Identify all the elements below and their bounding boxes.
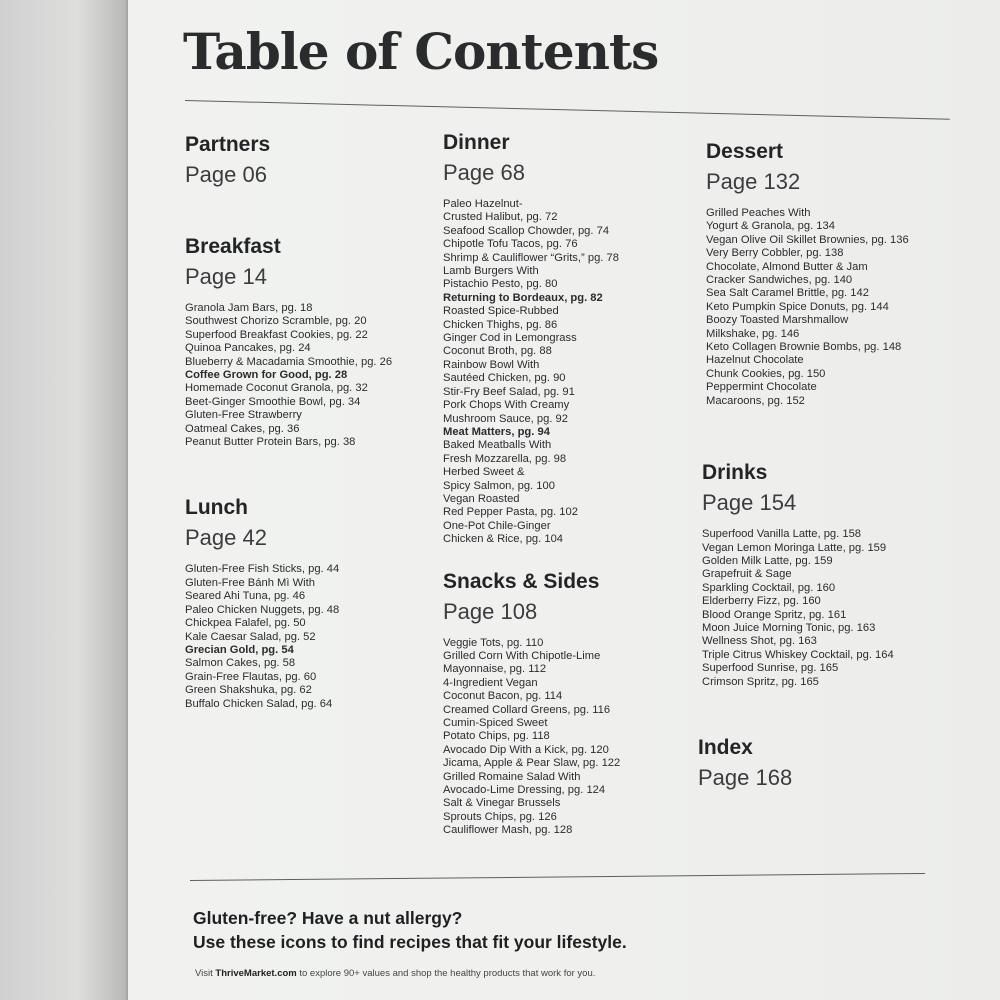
- recipe-entry: Chicken Thighs, pg. 86: [443, 318, 558, 331]
- recipe-entry: Roasted Spice-Rubbed: [443, 305, 559, 318]
- page-title: Table of Contents: [183, 22, 659, 81]
- recipe-entry: Hazelnut Chocolate: [706, 354, 804, 367]
- section-page: Page 42: [185, 525, 267, 551]
- recipe-entry: Sparkling Cocktail, pg. 160: [702, 581, 836, 594]
- section-page: Page 154: [702, 490, 797, 516]
- section-title: Dessert: [706, 140, 784, 163]
- footer-note: [195, 968, 595, 979]
- recipe-entry: Quinoa Pancakes, pg. 24: [185, 342, 311, 355]
- recipe-entry: Kale Caesar Salad, pg. 52: [185, 630, 316, 643]
- recipe-entry: Returning to Bordeaux, pg. 82: [443, 291, 603, 304]
- recipe-list: [702, 528, 956, 689]
- section-dessert: [706, 139, 956, 408]
- recipe-entry: Ginger Cod in Lemongrass: [443, 332, 577, 345]
- recipe-entry: Grilled Corn With Chipotle-Lime: [443, 649, 601, 662]
- recipe-entry: Chocolate, Almond Butter & Jam: [706, 260, 868, 273]
- section-breakfast: [185, 234, 425, 449]
- recipe-entry: Superfood Vanilla Latte, pg. 158: [702, 528, 862, 541]
- recipe-list: [443, 198, 693, 547]
- book-gutter: [0, 0, 130, 1000]
- recipe-entry: Beet-Ginger Smoothie Bowl, pg. 34: [185, 395, 361, 408]
- recipe-entry: Very Berry Cobbler, pg. 138: [706, 247, 844, 260]
- section-dinner: [443, 130, 693, 547]
- recipe-entry: Milkshake, pg. 146: [706, 327, 800, 340]
- recipe-entry: Meat Matters, pg. 94: [443, 425, 550, 438]
- section-title: Snacks & Sides: [443, 569, 600, 593]
- recipe-entry: Avocado-Lime Dressing, pg. 124: [443, 784, 606, 797]
- recipe-entry: Avocado Dip With a Kick, pg. 120: [443, 743, 609, 756]
- recipe-entry: Salt & Vinegar Brussels: [443, 797, 561, 810]
- recipe-entry: Cauliflower Mash, pg. 128: [443, 824, 573, 837]
- toc-column-1: [185, 132, 425, 711]
- recipe-list: [443, 637, 693, 838]
- section-lunch: [185, 495, 425, 710]
- recipe-entry: Lamb Burgers With: [443, 265, 539, 278]
- recipe-entry: Grilled Peaches With: [706, 207, 811, 219]
- recipe-entry: Buffalo Chicken Salad, pg. 64: [185, 697, 333, 710]
- recipe-entry: Coconut Bacon, pg. 114: [443, 690, 563, 703]
- recipe-entry: Grecian Gold, pg. 54: [185, 643, 294, 656]
- recipe-entry: Grapefruit & Sage: [702, 568, 792, 581]
- recipe-entry: Cumin-Spiced Sweet: [443, 717, 548, 729]
- note-suffix: to explore 90+ values and shop the healthy products that work for you.: [296, 968, 596, 979]
- recipe-entry: Coconut Broth, pg. 88: [443, 345, 552, 358]
- recipe-entry: Keto Collagen Brownie Bombs, pg. 148: [706, 341, 902, 354]
- recipe-entry: One-Pot Chile-Ginger: [443, 519, 551, 532]
- recipe-entry: Wellness Shot, pg. 163: [702, 635, 817, 648]
- recipe-entry: Coffee Grown for Good, pg. 28: [185, 369, 348, 382]
- recipe-entry: Macaroons, pg. 152: [706, 394, 805, 407]
- recipe-entry: Green Shakshuka, pg. 62: [185, 684, 312, 697]
- recipe-entry: Pistachio Pesto, pg. 80: [443, 278, 558, 291]
- recipe-entry: Peppermint Chocolate: [706, 381, 817, 394]
- recipe-entry: Sautéed Chicken, pg. 90: [443, 372, 566, 385]
- recipe-entry: Paleo Hazelnut-: [443, 198, 523, 210]
- recipe-entry: Baked Meatballs With: [443, 439, 552, 452]
- recipe-entry: Southwest Chorizo Scramble, pg. 20: [185, 315, 367, 328]
- recipe-entry: Grilled Romaine Salad With: [443, 770, 581, 783]
- section-title: Breakfast: [185, 235, 281, 258]
- recipe-entry: Crusted Halibut, pg. 72: [443, 211, 558, 224]
- section-page: Page 14: [185, 264, 267, 289]
- section-snacks-sides: [443, 569, 693, 838]
- recipe-entry: Triple Citrus Whiskey Cocktail, pg. 164: [702, 648, 894, 661]
- recipe-entry: Creamed Collard Greens, pg. 116: [443, 703, 611, 716]
- recipe-entry: Jicama, Apple & Pear Slaw, pg. 122: [443, 757, 621, 770]
- section-title: Dinner: [443, 131, 510, 154]
- recipe-entry: Spicy Salmon, pg. 100: [443, 479, 555, 492]
- recipe-entry: Vegan Lemon Moringa Latte, pg. 159: [702, 541, 887, 554]
- recipe-entry: Homemade Coconut Granola, pg. 32: [185, 382, 368, 395]
- recipe-entry: Peanut Butter Protein Bars, pg. 38: [185, 436, 356, 449]
- section-title: Drinks: [702, 461, 768, 485]
- section-page: Page 68: [443, 160, 525, 185]
- recipe-entry: Golden Milk Latte, pg. 159: [702, 554, 833, 567]
- recipe-entry: Chickpea Falafel, pg. 50: [185, 617, 306, 630]
- recipe-entry: Grain-Free Flautas, pg. 60: [185, 670, 317, 683]
- recipe-entry: Veggie Tots, pg. 110: [443, 636, 544, 649]
- section-page: Page 108: [443, 598, 538, 624]
- section-page: Page 06: [185, 162, 267, 187]
- recipe-entry: Elderberry Fizz, pg. 160: [702, 595, 821, 608]
- recipe-entry: Oatmeal Cakes, pg. 36: [185, 422, 300, 435]
- recipe-entry: Vegan Olive Oil Skillet Brownies, pg. 136: [706, 233, 909, 246]
- recipe-entry: Rainbow Bowl With: [443, 358, 540, 371]
- recipe-entry: Potato Chips, pg. 118: [443, 730, 550, 743]
- recipe-entry: Stir-Fry Beef Salad, pg. 91: [443, 385, 575, 398]
- recipe-entry: Seafood Scallop Chowder, pg. 74: [443, 224, 610, 237]
- recipe-entry: Gluten-Free Bánh Mì With: [185, 576, 315, 589]
- recipe-list: [706, 207, 956, 408]
- recipe-entry: Sea Salt Caramel Brittle, pg. 142: [706, 287, 869, 300]
- recipe-entry: Superfood Breakfast Cookies, pg. 22: [185, 328, 368, 341]
- recipe-entry: Chipotle Tofu Tacos, pg. 76: [443, 238, 578, 251]
- allergy-callout: [193, 906, 627, 954]
- recipe-entry: Chicken & Rice, pg. 104: [443, 533, 564, 546]
- toc-column-2: [443, 130, 693, 838]
- note-prefix: Visit: [195, 968, 216, 979]
- recipe-entry: Paleo Chicken Nuggets, pg. 48: [185, 603, 340, 616]
- recipe-entry: Sprouts Chips, pg. 126: [443, 810, 557, 823]
- recipe-entry: Superfood Sunrise, pg. 165: [702, 662, 839, 675]
- recipe-entry: Salmon Cakes, pg. 58: [185, 657, 296, 670]
- recipe-entry: Granola Jam Bars, pg. 18: [185, 302, 313, 314]
- section-title: Index: [698, 735, 753, 759]
- recipe-entry: Chunk Cookies, pg. 150: [706, 367, 826, 380]
- recipe-list: [185, 563, 425, 710]
- recipe-entry: Blood Orange Spritz, pg. 161: [702, 608, 847, 621]
- allergy-question: Gluten-free? Have a nut allergy?: [193, 908, 463, 928]
- recipe-entry: Gluten-Free Fish Sticks, pg. 44: [185, 563, 340, 576]
- section-index: [698, 735, 956, 793]
- recipe-entry: Yogurt & Granola, pg. 134: [706, 220, 835, 233]
- section-drinks: [702, 460, 956, 689]
- recipe-entry: Pork Chops With Creamy: [443, 399, 570, 412]
- recipe-entry: Cracker Sandwiches, pg. 140: [706, 274, 853, 287]
- recipe-entry: Boozy Toasted Marshmallow: [706, 314, 849, 327]
- toc-column-3: [698, 139, 956, 803]
- thrive-market-link[interactable]: ThriveMarket.com: [215, 968, 297, 979]
- recipe-entry: 4-Ingredient Vegan: [443, 676, 538, 689]
- section-title: Lunch: [185, 496, 248, 520]
- section-title: Partners: [185, 133, 271, 156]
- recipe-entry: Moon Juice Morning Tonic, pg. 163: [702, 621, 876, 634]
- recipe-entry: Herbed Sweet &: [443, 466, 525, 479]
- recipe-entry: Vegan Roasted: [443, 492, 520, 505]
- recipe-entry: Red Pepper Pasta, pg. 102: [443, 506, 578, 519]
- recipe-entry: Mushroom Sauce, pg. 92: [443, 412, 568, 425]
- recipe-entry: Mayonnaise, pg. 112: [443, 663, 547, 676]
- recipe-entry: Keto Pumpkin Spice Donuts, pg. 144: [706, 300, 889, 313]
- recipe-list: [185, 302, 425, 449]
- recipe-entry: Fresh Mozzarella, pg. 98: [443, 452, 567, 465]
- recipe-entry: Shrimp & Cauliflower “Grits,” pg. 78: [443, 251, 619, 264]
- recipe-entry: Blueberry & Macadamia Smoothie, pg. 26: [185, 355, 393, 368]
- recipe-entry: Gluten-Free Strawberry: [185, 409, 302, 422]
- section-partners: [185, 132, 425, 190]
- section-page: Page 132: [706, 169, 801, 194]
- section-page: Page 168: [698, 764, 793, 790]
- icon-tagline: Use these icons to find recipes that fit your lifestyle.: [193, 932, 627, 952]
- recipe-entry: Crimson Spritz, pg. 165: [702, 675, 819, 688]
- recipe-entry: Seared Ahi Tuna, pg. 46: [185, 590, 306, 603]
